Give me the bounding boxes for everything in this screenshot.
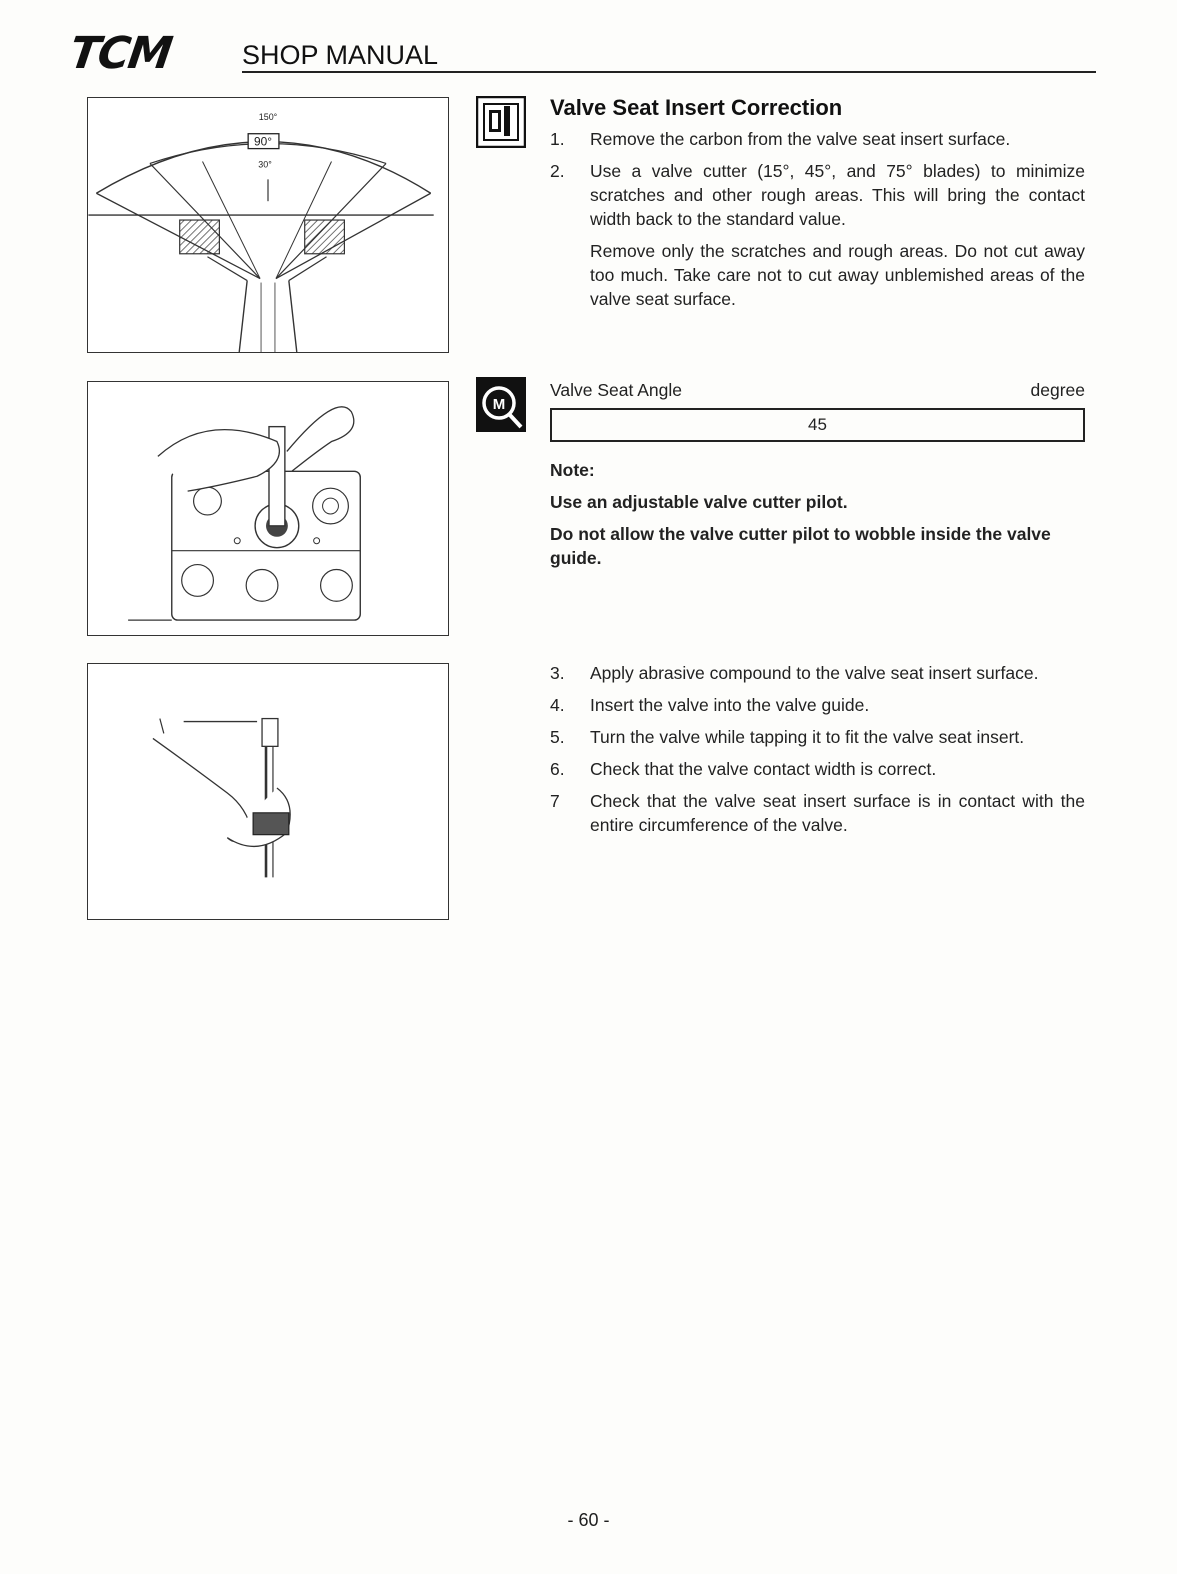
step-2-caution: Remove only the scratches and rough areas. Do not cut away too much. Take care not to cut away unblemished areas of the valve seat surface. xyxy=(590,241,1085,309)
tcm-logo: TCM xyxy=(66,28,174,79)
step-item xyxy=(550,789,1085,837)
header-title: SHOP MANUAL xyxy=(242,40,439,70)
step-text: Check that the valve contact width is correct. xyxy=(590,759,937,779)
valve-cutter-illustration xyxy=(87,381,449,636)
spec-label: Valve Seat Angle xyxy=(550,380,682,400)
valve-seat-angle-svg xyxy=(88,98,448,352)
service-procedure-icon xyxy=(476,96,526,148)
step-item xyxy=(550,757,1085,781)
page-number: - 60 - xyxy=(567,1510,610,1530)
step-item xyxy=(550,127,1085,151)
spec-section xyxy=(550,379,1085,570)
spec-unit: degree xyxy=(1030,380,1085,400)
angle-30-label: 30° xyxy=(258,159,272,170)
spec-row xyxy=(550,379,1085,401)
note-line: Use an adjustable valve cutter pilot. xyxy=(550,492,848,512)
note-heading: Note: xyxy=(550,460,595,480)
step-text: Apply abrasive compound to the valve seat insert surface. xyxy=(590,663,1039,683)
lapping-steps xyxy=(550,661,1085,845)
valve-seat-angle-diagram xyxy=(87,97,449,353)
valve-lapping-illustration xyxy=(87,663,449,920)
step-text: Use a valve cutter (15°, 45°, and 75° blades) to minimize scratches and other rough areas. This will bring the contact width back to the standard value. xyxy=(590,161,1085,229)
step-text: Insert the valve into the valve guide. xyxy=(590,695,870,715)
step-number: 5. xyxy=(550,727,565,747)
valve-lapping-svg xyxy=(88,664,448,919)
step-number: 2. xyxy=(550,161,565,181)
svg-text:M: M xyxy=(492,396,506,413)
step-item xyxy=(550,159,1085,231)
step-text: Turn the valve while tapping it to fit the valve seat insert. xyxy=(590,727,1025,747)
page-header xyxy=(66,28,1096,79)
header-rule xyxy=(242,71,1096,73)
section-title: Valve Seat Insert Correction xyxy=(550,95,843,120)
angle-150-label: 150° xyxy=(258,111,278,122)
step-text: Check that the valve seat insert surface is in contact with the entire circumference of the valve. xyxy=(590,791,1085,835)
angle-90-label: 90° xyxy=(254,134,273,149)
step-item xyxy=(550,725,1085,749)
inspection-spec-icon xyxy=(476,377,526,432)
correction-section xyxy=(550,95,1085,311)
step-number: 3. xyxy=(550,663,565,683)
step-text: Remove the carbon from the valve seat insert surface. xyxy=(590,129,1011,149)
step-number: 1. xyxy=(550,129,565,149)
valve-cutter-svg xyxy=(88,382,448,635)
step-item xyxy=(550,693,1085,717)
note-line: Do not allow the valve cutter pilot to wobble inside the valve guide. xyxy=(550,524,1051,568)
step-number: 6. xyxy=(550,759,565,779)
step-number: 4. xyxy=(550,695,565,715)
step-item xyxy=(550,661,1085,685)
spec-value-box: 45 xyxy=(550,408,1085,442)
step-number: 7 xyxy=(550,791,560,811)
